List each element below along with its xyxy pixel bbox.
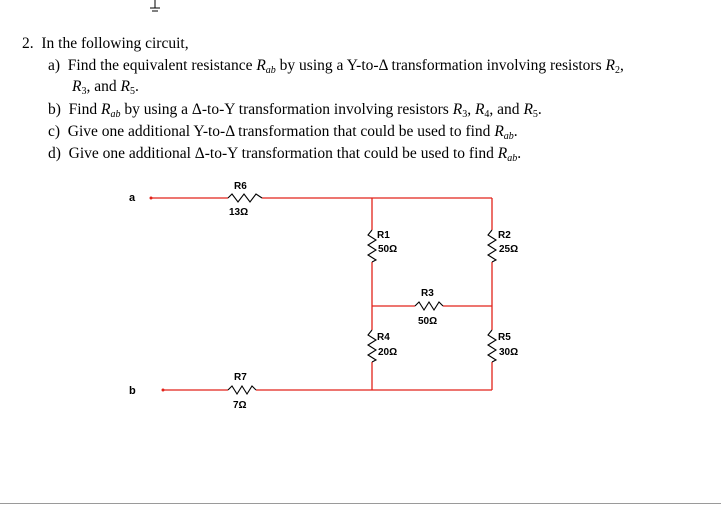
part-a-r5: R [120, 78, 130, 95]
part-b-and: , and [489, 101, 524, 118]
part-b-r5: R [523, 101, 533, 118]
part-b-r4-sub: 4 [484, 109, 490, 120]
part-a-rab: R [256, 57, 266, 74]
r2-value: 25Ω [499, 244, 519, 255]
part-b-end: . [537, 101, 542, 118]
resistor-r6 [228, 194, 262, 202]
part-b-r3-sub: 3 [462, 109, 468, 120]
part-d-letter: d) [48, 145, 61, 162]
r1-name: R1 [377, 230, 390, 241]
part-b-rab-sub: ab [110, 109, 121, 120]
part-a-r2: R [605, 57, 615, 74]
wires [151, 198, 492, 390]
part-b-r3: R [452, 101, 463, 118]
r3-value: 50Ω [418, 316, 438, 327]
r7-value: 7Ω [233, 400, 247, 411]
r6-value: 13Ω [229, 207, 249, 218]
terminal-a-dot [150, 197, 153, 200]
r3-name: R3 [421, 288, 434, 299]
part-d-rab: R [497, 145, 508, 162]
resistor-r1 [368, 230, 376, 262]
resistor-r2 [488, 230, 496, 262]
r5-name: R5 [498, 332, 511, 343]
part-a-r3: R [72, 78, 82, 95]
part-b-rab: R [100, 101, 111, 118]
part-a-r3-sub: 3 [81, 86, 87, 97]
part-a-and: , and [86, 78, 121, 95]
part-a-r2-sub: 2 [614, 65, 620, 76]
resistor-r7 [228, 386, 256, 394]
terminal-a-label: a [129, 192, 136, 204]
part-a-end: . [134, 78, 139, 95]
r7-name: R7 [234, 372, 247, 383]
question-number: 2. [22, 35, 34, 52]
part-c-letter: c) [48, 123, 61, 140]
r4-name: R4 [377, 332, 390, 343]
page-bottom-rule [0, 503, 721, 504]
part-d-text: Give one additional Δ-to-Y transformation that could be used to find [68, 145, 498, 162]
part-c-rab: R [494, 123, 504, 140]
resistor-r5 [488, 330, 496, 362]
part-a-r5-sub: 5 [129, 86, 135, 97]
part-b-r5-sub: 5 [532, 109, 538, 120]
r2-name: R2 [498, 230, 511, 241]
r5-value: 30Ω [499, 347, 519, 358]
part-b-comma: , [467, 101, 475, 118]
part-b-r4: R [474, 101, 485, 118]
part-d-rab-sub: ab [507, 153, 518, 164]
terminal-b-dot [162, 389, 165, 392]
part-b-text: Find [68, 101, 101, 118]
part-a-letter: a) [48, 57, 61, 74]
part-a-mid: by using a Y-to-Δ transformation involving resistors [275, 57, 606, 74]
part-a-rab-sub: ab [265, 65, 276, 76]
part-c-end: . [513, 123, 518, 140]
part-b-mid: by using a Δ-to-Y transformation involving resistors [120, 101, 453, 118]
resistor-r3 [415, 302, 443, 310]
part-a-comma: , [619, 57, 624, 74]
part-a-text: Find the equivalent resistance [67, 57, 257, 74]
question-intro: In the following circuit, [41, 35, 189, 52]
resistor-r4 [368, 330, 376, 362]
terminal-b-label: b [129, 385, 136, 397]
part-d-end: . [517, 145, 522, 162]
r4-value: 20Ω [378, 347, 398, 358]
part-b-letter: b) [48, 101, 61, 118]
r6-name: R6 [234, 181, 247, 192]
part-c-rab-sub: ab [503, 131, 514, 142]
part-c-text: Give one additional Y-to-Δ transformation that could be used to find [67, 123, 495, 140]
r1-value: 50Ω [378, 244, 398, 255]
